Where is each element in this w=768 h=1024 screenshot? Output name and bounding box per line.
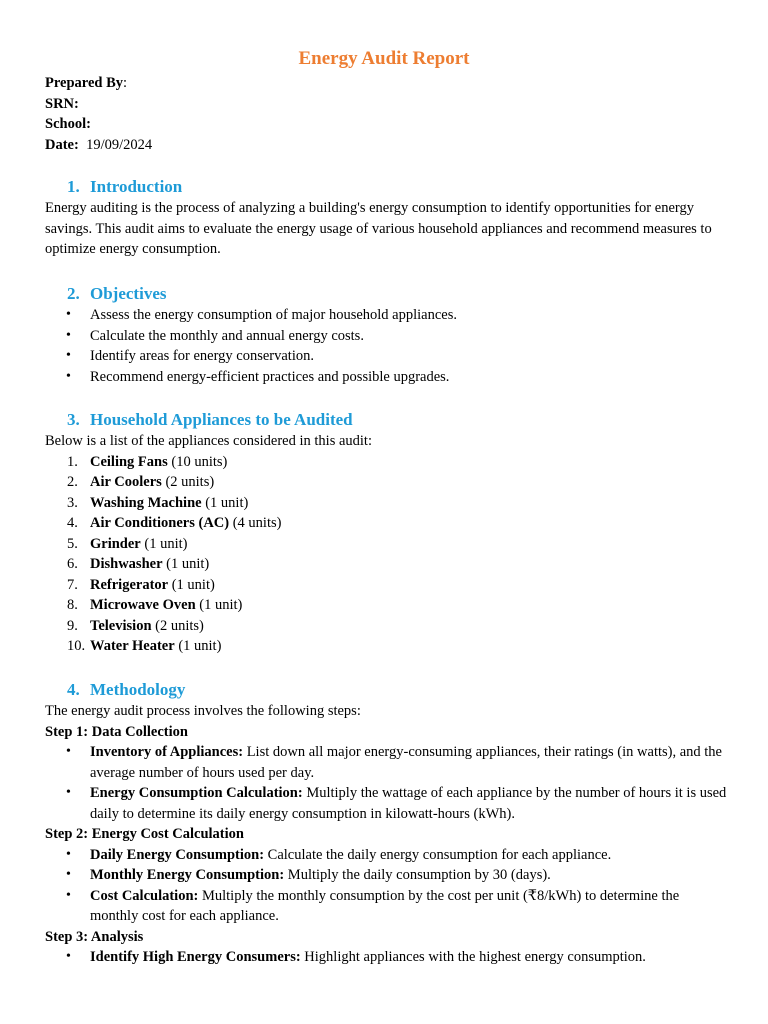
item-number: 3.	[67, 494, 78, 511]
section-appliances	[45, 409, 728, 657]
step-1-title: Step 1: Data Collection	[45, 723, 188, 740]
list-item	[45, 886, 728, 927]
appliance-name: Air Coolers	[90, 474, 162, 490]
section-number: 1.	[67, 177, 80, 196]
list-item: • Assess the energy consumption of major household appliances.	[45, 305, 728, 326]
list-item	[45, 616, 728, 637]
item-label: Monthly Energy Consumption:	[90, 867, 285, 883]
step-3-list	[45, 947, 728, 968]
appliance-name: Grinder	[90, 535, 141, 552]
section-number: 2.	[67, 284, 80, 303]
item-text: Multiply the monthly consumption by the cost per unit (₹8/kWh) to determine the monthly cost for each appliance.	[90, 887, 680, 924]
appliance-qty: (1 unit)	[178, 638, 222, 654]
school-line	[45, 114, 152, 135]
step-3-title: Step 3: Analysis	[45, 928, 144, 945]
section-number: 4.	[67, 680, 80, 699]
prepared-by-label: Prepared By	[45, 75, 124, 91]
list-item	[45, 472, 728, 493]
appliance-name: Dishwasher	[90, 556, 163, 572]
appliances-intro: Below is a list of the appliances considered in this audit:	[45, 433, 372, 449]
section-heading-appliances	[45, 409, 728, 431]
item-number: 10.	[67, 638, 86, 654]
item-text: Multiply the daily consumption by 30 (days).	[287, 867, 551, 883]
item-label: Identify High Energy Consumers:	[90, 949, 301, 965]
section-number: 3.	[67, 410, 80, 429]
srn-line	[45, 94, 152, 115]
appliance-name: Microwave Oven	[90, 597, 196, 613]
prepared-by-line	[45, 73, 152, 94]
item-label: Daily Energy Consumption:	[90, 846, 265, 863]
appliance-name: Refrigerator	[90, 576, 169, 593]
item-number: 2.	[67, 474, 78, 490]
item-text: Calculate the daily energy consumption for each appliance.	[267, 846, 612, 863]
appliance-name: Washing Machine	[90, 494, 202, 511]
list-item	[45, 554, 728, 575]
section-title: Objectives	[90, 284, 167, 303]
appliance-qty: (1 unit)	[171, 576, 215, 593]
item-text: List down all major energy-consuming appliances, their ratings (in watts), and the average number of hours used per day.	[90, 744, 722, 781]
item-number: 4.	[67, 515, 78, 531]
list-item: • Identify areas for energy conservation.	[45, 346, 728, 367]
item-number: 8.	[67, 597, 78, 613]
section-introduction	[45, 176, 728, 260]
appliance-name: Ceiling Fans	[90, 453, 168, 470]
step-2-title: Step 2: Energy Cost Calculation	[45, 826, 244, 842]
list-item	[45, 595, 728, 616]
section-heading-introduction	[45, 176, 728, 198]
report-title: Energy Audit Report	[298, 48, 470, 69]
list-item	[45, 575, 728, 596]
appliance-qty: (10 units)	[171, 453, 228, 470]
list-item	[45, 742, 728, 783]
appliance-name: Air Conditioners (AC)	[90, 515, 230, 531]
objectives-list	[45, 305, 728, 387]
school-label: School:	[45, 116, 91, 132]
list-item	[45, 865, 728, 886]
item-label: Cost Calculation:	[90, 887, 199, 904]
section-heading-methodology	[45, 679, 728, 701]
item-number: 9.	[67, 617, 78, 634]
appliance-name: Water Heater	[90, 638, 175, 654]
item-label: Energy Consumption Calculation:	[90, 785, 303, 801]
list-item: • Recommend energy-efficient practices and possible upgrades.	[45, 367, 728, 388]
list-item	[45, 513, 728, 534]
item-number: 5.	[67, 535, 78, 552]
item-number: 1.	[67, 453, 78, 470]
appliance-qty: (2 units)	[155, 617, 204, 634]
list-item	[45, 636, 728, 657]
report-meta	[45, 73, 152, 155]
appliance-name: Television	[90, 617, 152, 634]
prepared-by-colon: :	[123, 75, 128, 91]
item-label: Inventory of Appliances:	[90, 744, 244, 760]
srn-label: SRN:	[45, 95, 79, 112]
step-2-list	[45, 845, 728, 927]
section-title: Introduction	[90, 177, 183, 196]
date-line	[45, 135, 152, 156]
list-item	[45, 845, 728, 866]
appliance-qty: (2 units)	[165, 474, 215, 490]
item-number: 7.	[67, 576, 78, 593]
section-methodology	[45, 679, 728, 968]
section-title: Methodology	[90, 680, 186, 699]
item-text: Multiply the wattage of each appliance by the number of hours it is used daily to determine its daily energy consumption in kilowatt-hours (kWh).	[90, 785, 727, 822]
section-title: Household Appliances to be Audited	[90, 410, 353, 429]
date-value: 19/09/2024	[86, 136, 153, 153]
introduction-paragraph: Energy auditing is the process of analyzing a building's energy consumption to identify opportunities for energy savings. This audit aims to evaluate the energy usage of various household appliances and recommend measures to optimize energy consumption.	[45, 200, 712, 257]
appliance-qty: (4 units)	[232, 515, 282, 531]
methodology-intro: The energy audit process involves the following steps:	[45, 703, 361, 719]
list-item: • Calculate the monthly and annual energy costs.	[45, 326, 728, 347]
appliance-qty: (1 unit)	[199, 597, 243, 613]
list-item	[45, 783, 728, 824]
list-item	[45, 452, 728, 473]
section-objectives	[45, 283, 728, 387]
list-item	[45, 493, 728, 514]
appliance-qty: (1 unit)	[144, 535, 188, 552]
date-label: Date:	[45, 136, 79, 153]
list-item	[45, 947, 728, 968]
appliances-list	[45, 452, 728, 657]
step-1-list	[45, 742, 728, 824]
section-heading-objectives	[45, 283, 728, 305]
item-number: 6.	[67, 556, 78, 572]
item-text: Highlight appliances with the highest energy consumption.	[304, 949, 646, 965]
list-item	[45, 534, 728, 555]
appliance-qty: (1 unit)	[166, 556, 210, 572]
appliance-qty: (1 unit)	[205, 494, 249, 511]
